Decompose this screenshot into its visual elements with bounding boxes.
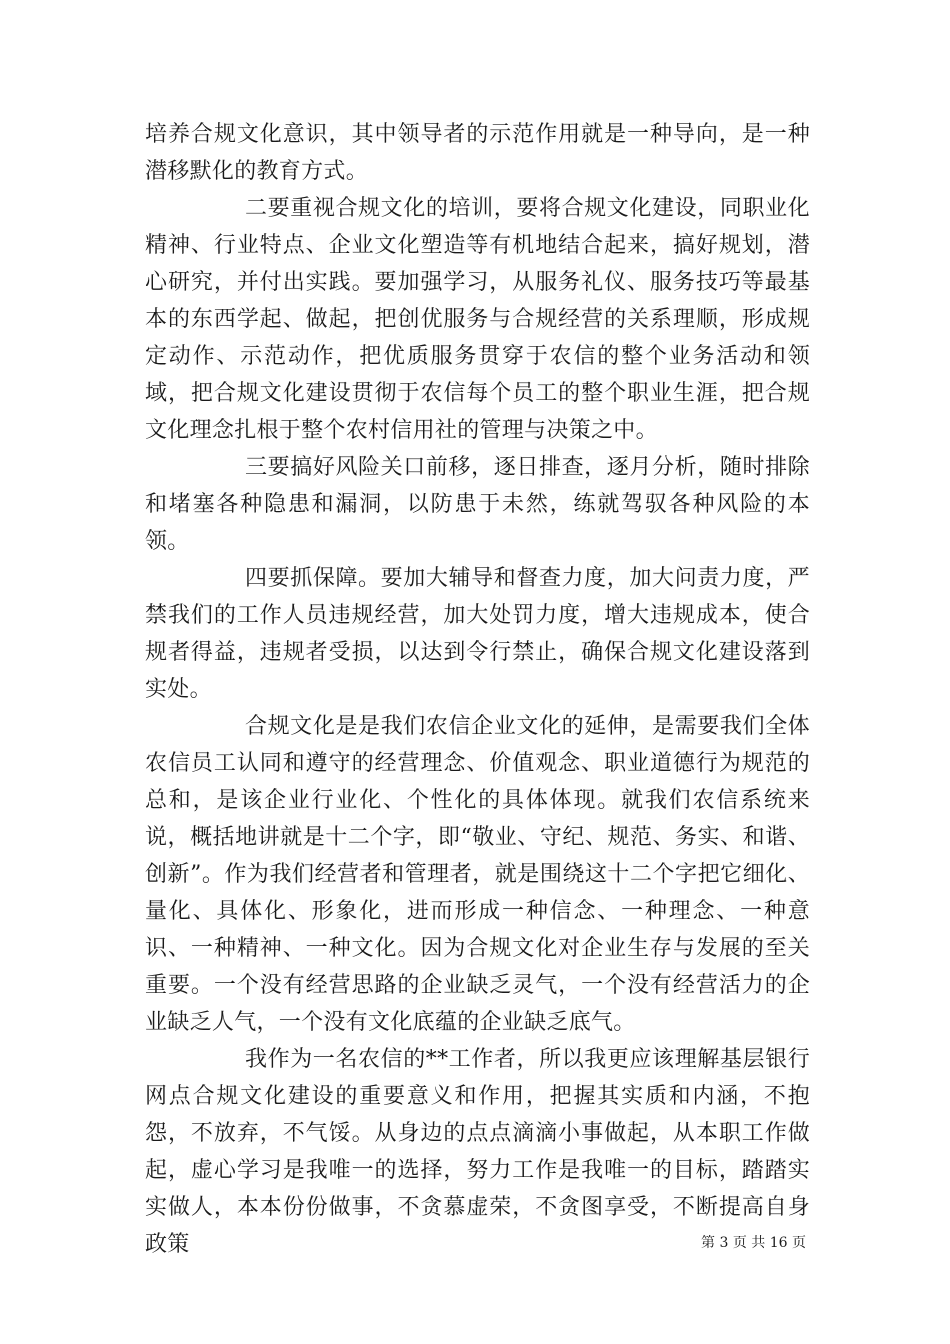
paragraph-continuation: 培养合规文化意识，其中领导者的示范作用就是一种导向，是一种潜移默化的教育方式。 bbox=[145, 122, 810, 184]
paragraph-safeguards: 四要抓保障。要加大辅导和督查力度，加大问责力度，严禁我们的工作人员违规经营，加大处罚力度，增大违规成本，使合规者得益，违规者受损，以达到令行禁止，确保合规文化建设落到实处。 bbox=[145, 566, 810, 702]
paragraph-personal-reflection: 我作为一名农信的**工作者，所以我更应该理解基层银行网点合规文化建设的重要意义和作用，把握其实质和内涵，不抱怨，不放弃，不气馁。从身边的点点滴滴小事做起，从本职工作做起，虚心学习是我唯一的选择，努力工作是我唯一的目标，踏踏实实做人，本本份份做事，不贪慕虚荣，不贪图享受，不断提高自身政策 bbox=[145, 1047, 810, 1257]
document-body bbox=[145, 116, 810, 1263]
paragraph-compliance-culture: 合规文化是是我们农信企业文化的延伸，是需要我们全体农信员工认同和遵守的经营理念、价值观念、职业道德行为规范的总和，是该企业行业化、个性化的具体体现。就我们农信系统来说，概括地讲就是十二个字，即“敬业、守纪、规范、务实、和谐、创新”。作为我们经营者和管理者，就是围绕这十二个字把它细化、量化、具体化、形象化，进而形成一种信念、一种理念、一种意识、一种精神、一种文化。因为合规文化对企业生存与发展的至关重要。一个没有经营思路的企业缺乏灵气，一个没有经营活力的企业缺乏人气，一个没有文化底蕴的企业缺乏底气。 bbox=[145, 714, 810, 1035]
paragraph-risk-control: 三要搞好风险关口前移，逐日排查，逐月分析，随时排除和堵塞各种隐患和漏洞，以防患于未然，练就驾驭各种风险的本领。 bbox=[145, 455, 810, 554]
page-number-footer: 第 3 页 共 16 页 bbox=[701, 1235, 806, 1251]
paragraph-compliance-training: 二要重视合规文化的培训，要将合规文化建设，同职业化精神、行业特点、企业文化塑造等有机地结合起来，搞好规划，潜心研究，并付出实践。要加强学习，从服务礼仪、服务技巧等最基本的东西学起、做起，把创优服务与合规经营的关系理顺，形成规定动作、示范动作，把优质服务贯穿于农信的整个业务活动和领域，把合规文化建设贯彻于农信每个员工的整个职业生涯，把合规文化理念扎根于整个农村信用社的管理与决策之中。 bbox=[145, 196, 810, 443]
